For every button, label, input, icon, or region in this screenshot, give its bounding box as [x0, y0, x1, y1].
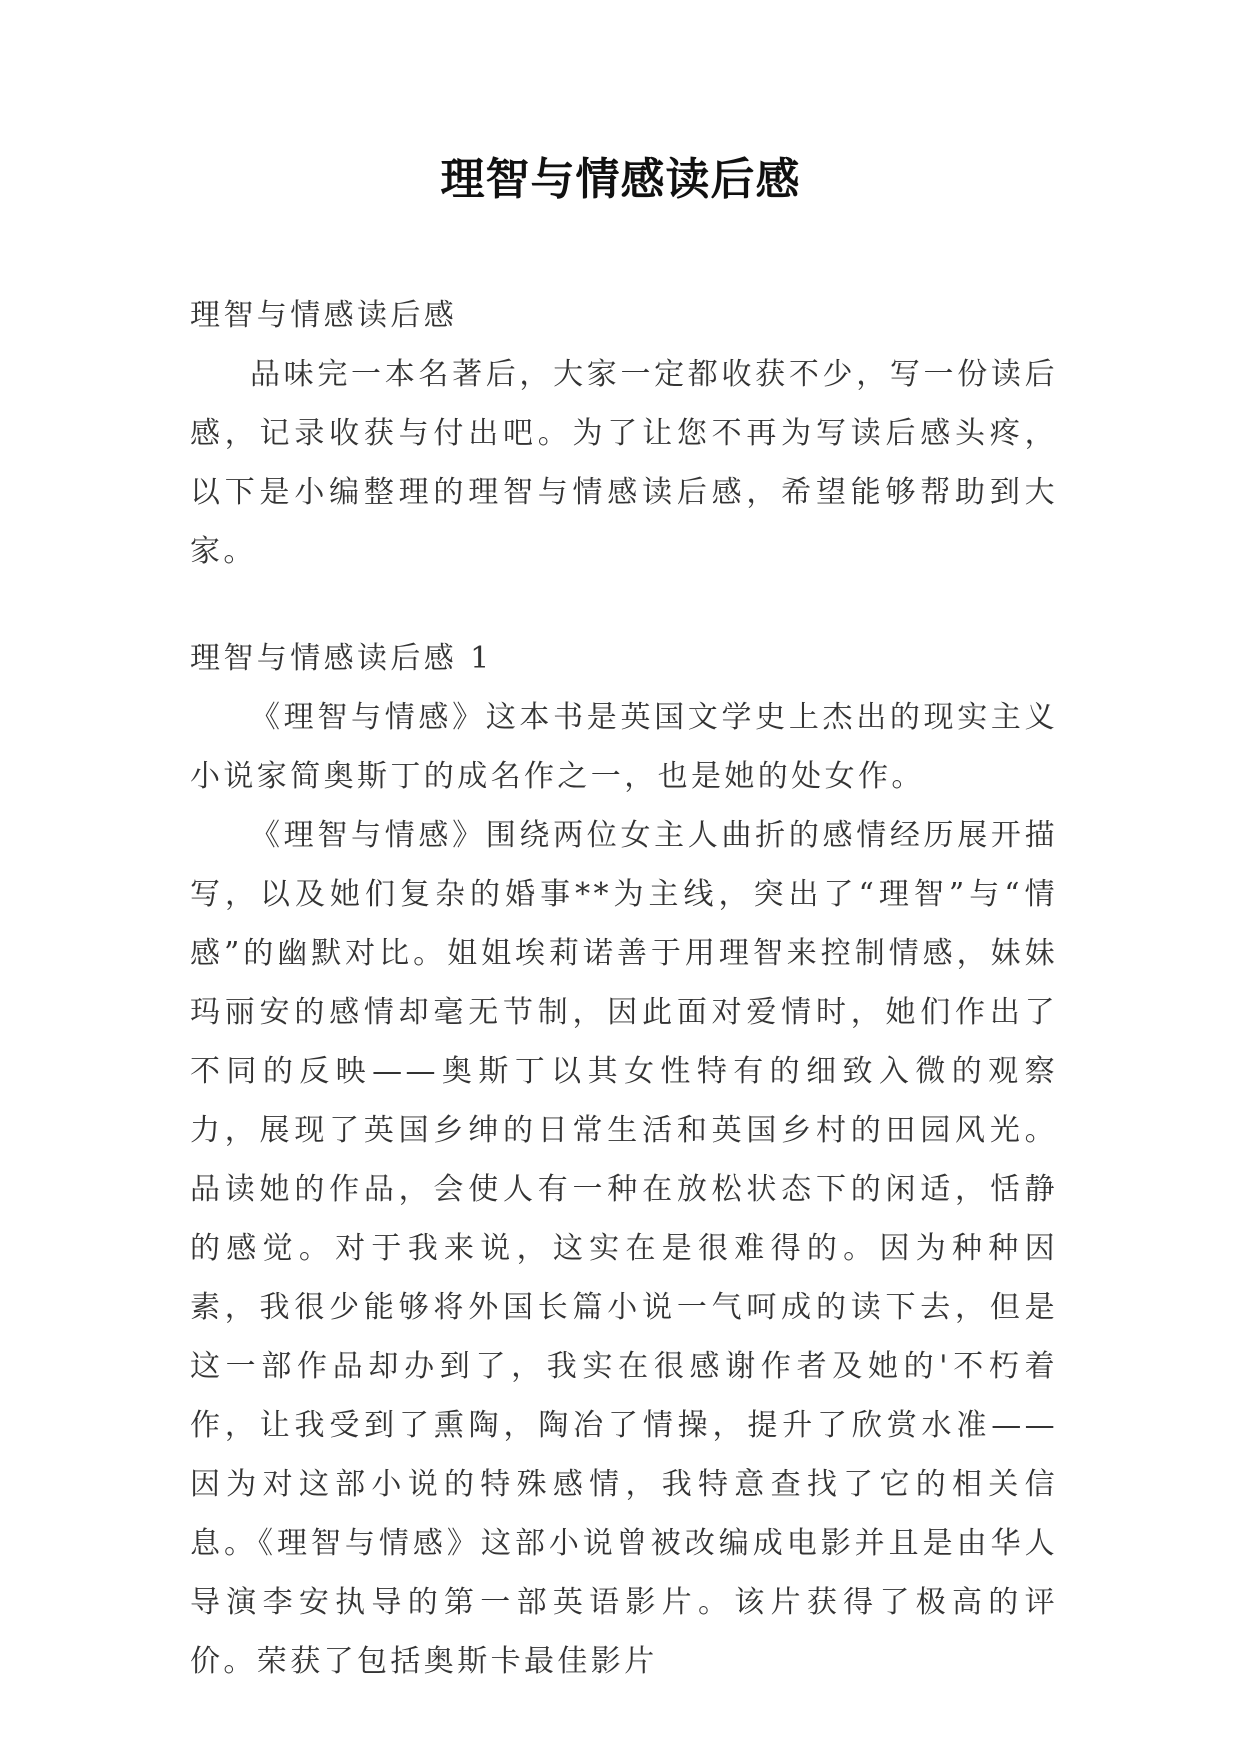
section-heading: 理智与情感读后感 1 — [190, 641, 493, 676]
document-title: 理智与情感读后感 — [440, 154, 801, 205]
document-subtitle: 理智与情感读后感 — [190, 298, 458, 333]
intro-paragraph: 品味完一本名著后，大家一定都收获不少，写一份读后感，记录收获与付出吧。为了让您不再为写读后感头疼，以下是小编整理的理智与情感读后感，希望能够帮助到大家。 — [190, 357, 1058, 569]
section-spacer — [190, 581, 1058, 629]
body-paragraph: 《理智与情感》这本书是英国文学史上杰出的现实主义小说家简奥斯丁的成名作之一，也是她的处女作。 — [190, 700, 1058, 794]
document-body — [190, 286, 1058, 1691]
body-paragraph: 《理智与情感》围绕两位女主人曲折的感情经历展开描写，以及她们复杂的婚事**为主线，突出了“理智”与“情感”的幽默对比。姐姐埃莉诺善于用理智来控制情感，妹妹玛丽安的感情却毫无节制，因此面对爱情时，她们作出了不同的反映——奥斯丁以其女性特有的细致入微的观察力，展现了英国乡绅的日常生活和英国乡村的田园风光。品读她的作品，会使人有一种在放松状态下的闲适，恬静的感觉。对于我来说，这实在是很难得的。因为种种因素，我很少能够将外国长篇小说一气呵成的读下去，但是这一部作品却办到了，我实在很感谢作者及她的'不朽着作，让我受到了熏陶，陶冶了情操，提升了欣赏水准——因为对这部小说的特殊感情，我特意查找了它的相关信息。《理智与情感》这部小说曾被改编成电影并且是由华人导演李安执导的第一部英语影片。该片获得了极高的评价。荣获了包括奥斯卡最佳影片 — [190, 818, 1058, 1679]
